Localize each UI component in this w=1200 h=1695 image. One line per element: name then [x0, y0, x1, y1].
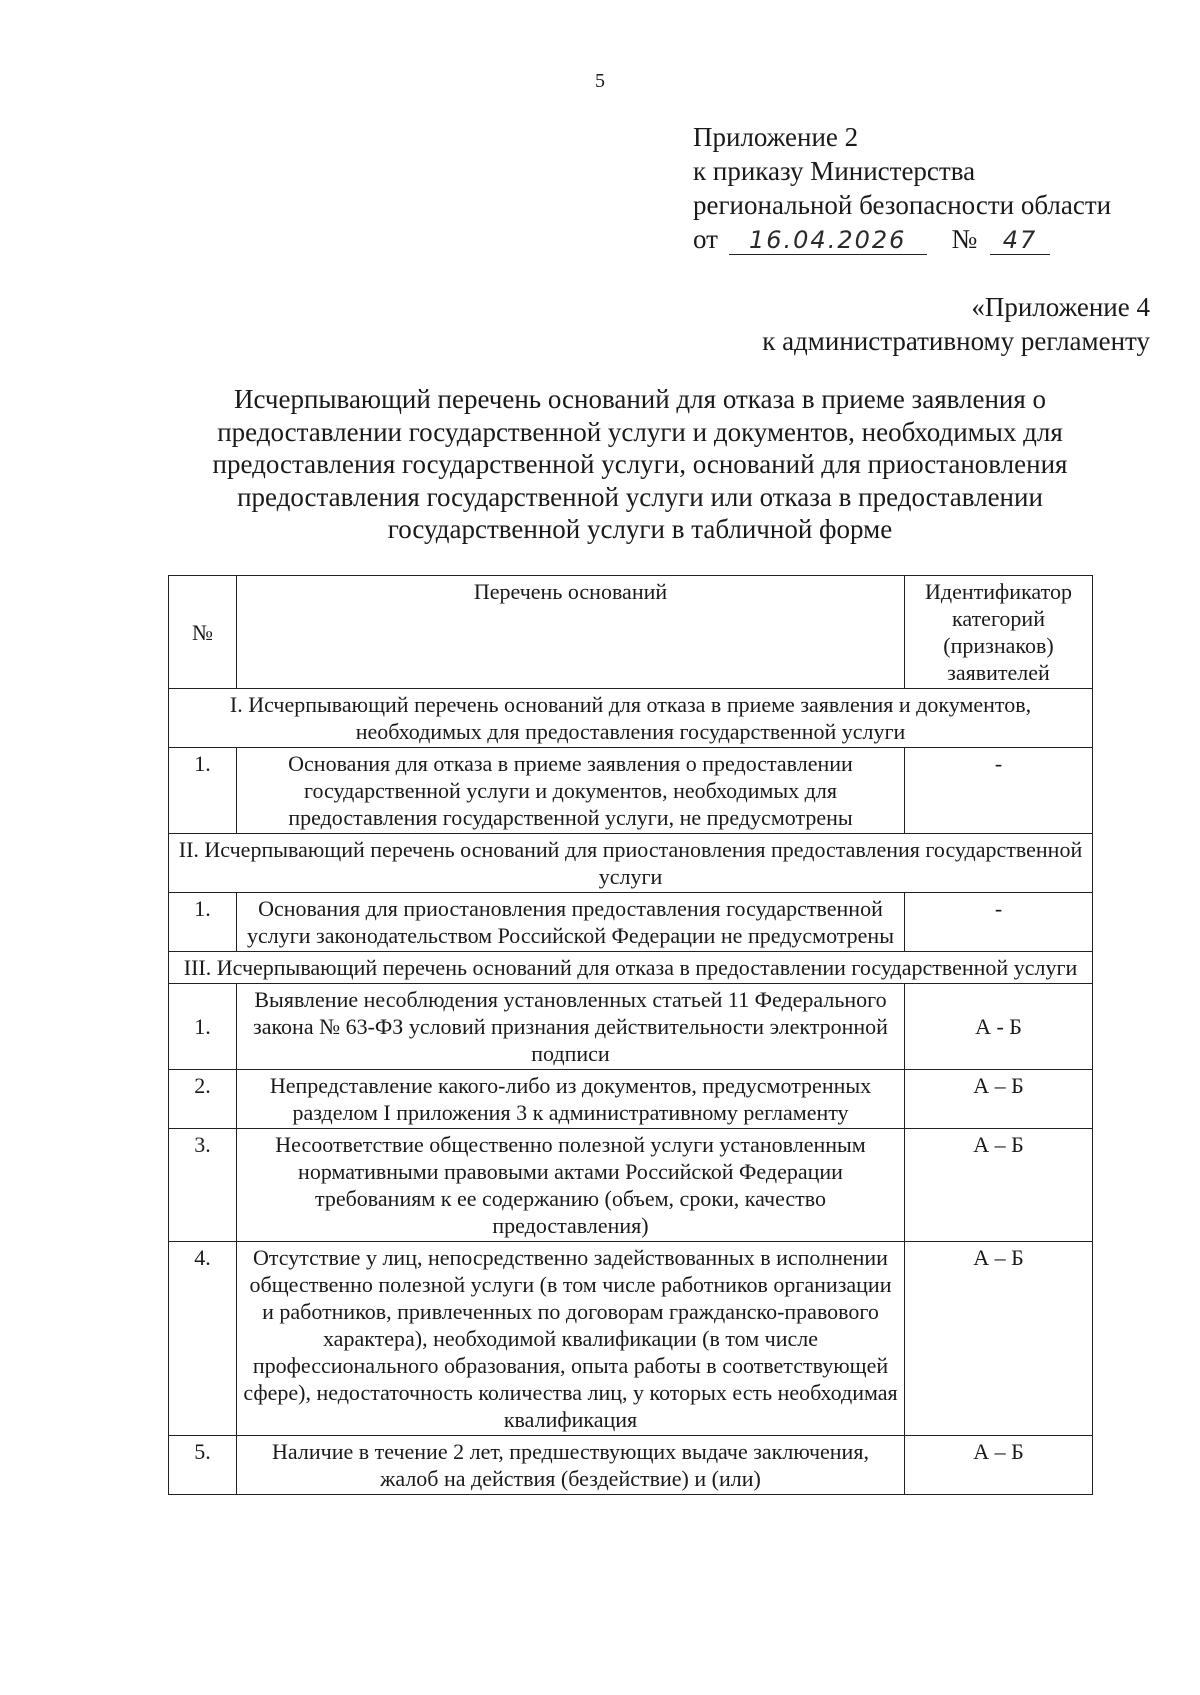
- title-line: предоставлении государственной услуги и документов, необходимых для: [217, 416, 1063, 447]
- title-line: Исчерпывающий перечень оснований для отказа в приеме заявления о: [233, 384, 1047, 414]
- row-text: Основания для приостановления предоставления государственной услуги законодательством Российской Федерации не предусмотрены: [237, 893, 905, 952]
- row-identifier: -: [905, 748, 1093, 834]
- reasons-table: [168, 575, 1093, 1495]
- from-label: от: [693, 224, 718, 254]
- row-identifier: А – Б: [905, 1436, 1093, 1495]
- table-row: [169, 1070, 1093, 1129]
- table-row: [169, 1242, 1093, 1436]
- header-reasons: Перечень оснований: [237, 576, 905, 689]
- page-number: 5: [595, 70, 605, 92]
- header-num: №: [169, 576, 237, 689]
- section-title: I. Исчерпывающий перечень оснований для отказа в приеме заявления и документов, необходимых для предоставления государственной услуги: [169, 689, 1093, 748]
- section-title: II. Исчерпывающий перечень оснований для приостановления предоставления государственной услуги: [169, 834, 1093, 893]
- row-text: Основания для отказа в приеме заявления о предоставлении государственной услуги и документов, необходимых для предоставления государственной услуги, не предусмотрены: [237, 748, 905, 834]
- table-row: [169, 748, 1093, 834]
- appendix-line-1: Приложение 2: [693, 122, 859, 152]
- order-date: 16.04.2026: [729, 226, 927, 255]
- table-row: [169, 984, 1093, 1070]
- row-text: Отсутствие у лиц, непосредственно задействованных в исполнении общественно полезной услуги (в том числе работников организации и работников, привлеченных по договорам гражданско-правового характера), необходимой квалификации (в том числе профессионального образования, опыта работы в соответствующей сфере), недостаточность количества лиц, у которых есть необходимая квалификация: [237, 1242, 905, 1436]
- annex-line-1: «Приложение 4: [971, 292, 1150, 322]
- header-identifier: Идентификатор категорий (признаков) заявителей: [905, 576, 1093, 689]
- number-label: №: [951, 224, 978, 254]
- row-num: 2.: [169, 1070, 237, 1129]
- table-row: [169, 1436, 1093, 1495]
- section-title: III. Исчерпывающий перечень оснований для отказа в предоставлении государственной услуги: [169, 952, 1093, 984]
- document-title: [180, 383, 1100, 546]
- appendix-line-3: региональной безопасности области: [693, 190, 1112, 220]
- row-text: Выявление несоблюдения установленных статьей 11 Федерального закона № 63-ФЗ условий признания действительности электронной подписи: [237, 984, 905, 1070]
- section-2-header: [169, 834, 1093, 893]
- annex-reference: [762, 290, 1150, 358]
- section-3-header: [169, 952, 1093, 984]
- title-line: государственной услуги в табличной форме: [387, 514, 893, 544]
- row-identifier: А – Б: [905, 1070, 1093, 1129]
- title-line: предоставления государственной услуги или отказа в предоставлении: [237, 481, 1043, 512]
- table-row: [169, 893, 1093, 952]
- row-num: 4.: [169, 1242, 237, 1436]
- row-num: 1.: [169, 893, 237, 952]
- appendix-line-2: к приказу Министерства: [693, 156, 976, 186]
- title-line: предоставления государственной услуги, оснований для приостановления: [212, 449, 1068, 479]
- row-num: 1.: [169, 748, 237, 834]
- order-date-line: [693, 222, 1111, 256]
- row-text: Наличие в течение 2 лет, предшествующих выдаче заключения, жалоб на действия (бездействие) и (или): [237, 1436, 905, 1495]
- row-num: 3.: [169, 1129, 237, 1242]
- row-num: 5.: [169, 1436, 237, 1495]
- row-num: 1.: [169, 984, 237, 1070]
- table-header-row: [169, 576, 1093, 689]
- section-1-header: [169, 689, 1093, 748]
- appendix-header: [693, 120, 1111, 256]
- order-number: 47: [990, 226, 1050, 255]
- row-identifier: А – Б: [905, 1129, 1093, 1242]
- row-identifier: А - Б: [905, 984, 1093, 1070]
- row-identifier: -: [905, 893, 1093, 952]
- row-identifier: А – Б: [905, 1242, 1093, 1436]
- table-row: [169, 1129, 1093, 1242]
- row-text: Непредставление какого-либо из документов, предусмотренных разделом I приложения 3 к административному регламенту: [237, 1070, 905, 1129]
- annex-line-2: к административному регламенту: [762, 326, 1150, 356]
- row-text: Несоответствие общественно полезной услуги установленным нормативными правовыми актами Российской Федерации требованиям к ее содержанию (объем, сроки, качество предоставления): [237, 1129, 905, 1242]
